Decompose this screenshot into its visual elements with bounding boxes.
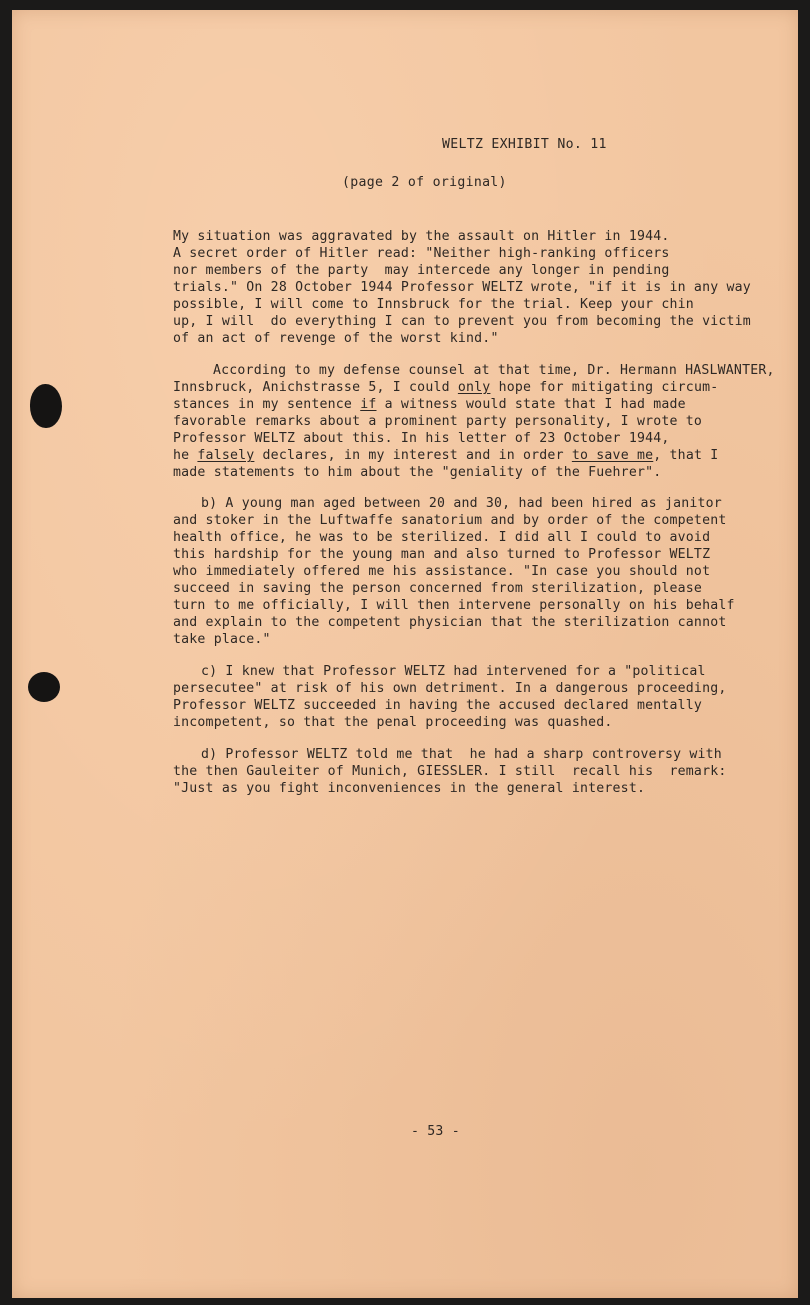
punch-hole-top <box>30 384 62 428</box>
text-line: take place." <box>173 632 271 647</box>
text-line: and explain to the competent physician that the sterilization cannot <box>173 615 727 630</box>
text-line: and stoker in the Luftwaffe sanatorium and by order of the competent <box>173 513 727 528</box>
text-segment: stances in my sentence <box>173 397 361 412</box>
text-line: health office, he was to be sterilized. I did all I could to avoid <box>173 530 711 545</box>
text-line: made statements to him about the "geniality of the Fuehrer". <box>173 465 662 480</box>
text-line: A secret order of Hitler read: "Neither high-ranking officers <box>173 246 670 261</box>
text-segment: Innsbruck, Anichstrasse 5, I could <box>173 380 458 395</box>
text-line <box>173 379 718 396</box>
text-line: incompetent, so that the penal proceeding was quashed. <box>173 715 613 730</box>
text-line: Professor WELTZ about this. In his letter of 23 October 1944, <box>173 431 670 446</box>
underlined-word: if <box>360 397 377 412</box>
underlined-word: only <box>457 380 491 395</box>
text-line: According to my defense counsel at that time, Dr. Hermann HASLWANTER, <box>213 363 775 378</box>
text-segment: he <box>173 448 198 463</box>
text-line: b) A young man aged between 20 and 30, had been hired as janitor <box>201 496 722 511</box>
text-segment: , that I <box>653 448 719 463</box>
text-line: this hardship for the young man and also turned to Professor WELTZ <box>173 547 711 562</box>
text-line <box>173 396 686 413</box>
text-segment: declares, in my interest and in order <box>254 448 572 463</box>
text-line: up, I will do everything I can to prevent you from becoming the victim <box>173 314 751 329</box>
document-page <box>12 10 798 1298</box>
text-line <box>173 447 718 464</box>
text-line: turn to me officially, I will then intervene personally on his behalf <box>173 598 735 613</box>
text-line: who immediately offered me his assistance. "In case you should not <box>173 564 711 579</box>
text-line: c) I knew that Professor WELTZ had intervened for a "political <box>201 664 706 679</box>
text-line: of an act of revenge of the worst kind." <box>173 331 499 346</box>
underlined-phrase: to save me <box>571 448 654 463</box>
text-line: d) Professor WELTZ told me that he had a sharp controversy with <box>201 747 722 762</box>
text-line: succeed in saving the person concerned from sterilization, please <box>173 581 703 596</box>
text-segment: a witness would state that I had made <box>376 397 686 412</box>
text-line: nor members of the party may intercede any longer in pending <box>173 263 670 278</box>
text-segment: hope for mitigating circum- <box>490 380 719 395</box>
text-line: persecutee" at risk of his own detriment. In a dangerous proceeding, <box>173 681 727 696</box>
text-line: My situation was aggravated by the assault on Hitler in 1944. <box>173 229 670 244</box>
text-line: "Just as you fight inconveniences in the general interest. <box>173 781 646 796</box>
page-number: - 53 - <box>411 1124 460 1139</box>
punch-hole-bottom <box>28 672 60 702</box>
text-line: favorable remarks about a prominent party personality, I wrote to <box>173 414 703 429</box>
underlined-word: falsely <box>197 448 255 463</box>
exhibit-title: WELTZ EXHIBIT No. 11 <box>442 137 607 152</box>
text-line: Professor WELTZ succeeded in having the accused declared mentally <box>173 698 703 713</box>
page-note: (page 2 of original) <box>342 175 507 190</box>
text-line: trials." On 28 October 1944 Professor WELTZ wrote, "if it is in any way <box>173 280 751 295</box>
text-line: the then Gauleiter of Munich, GIESSLER. I still recall his remark: <box>173 764 727 779</box>
text-line: possible, I will come to Innsbruck for the trial. Keep your chin <box>173 297 694 312</box>
